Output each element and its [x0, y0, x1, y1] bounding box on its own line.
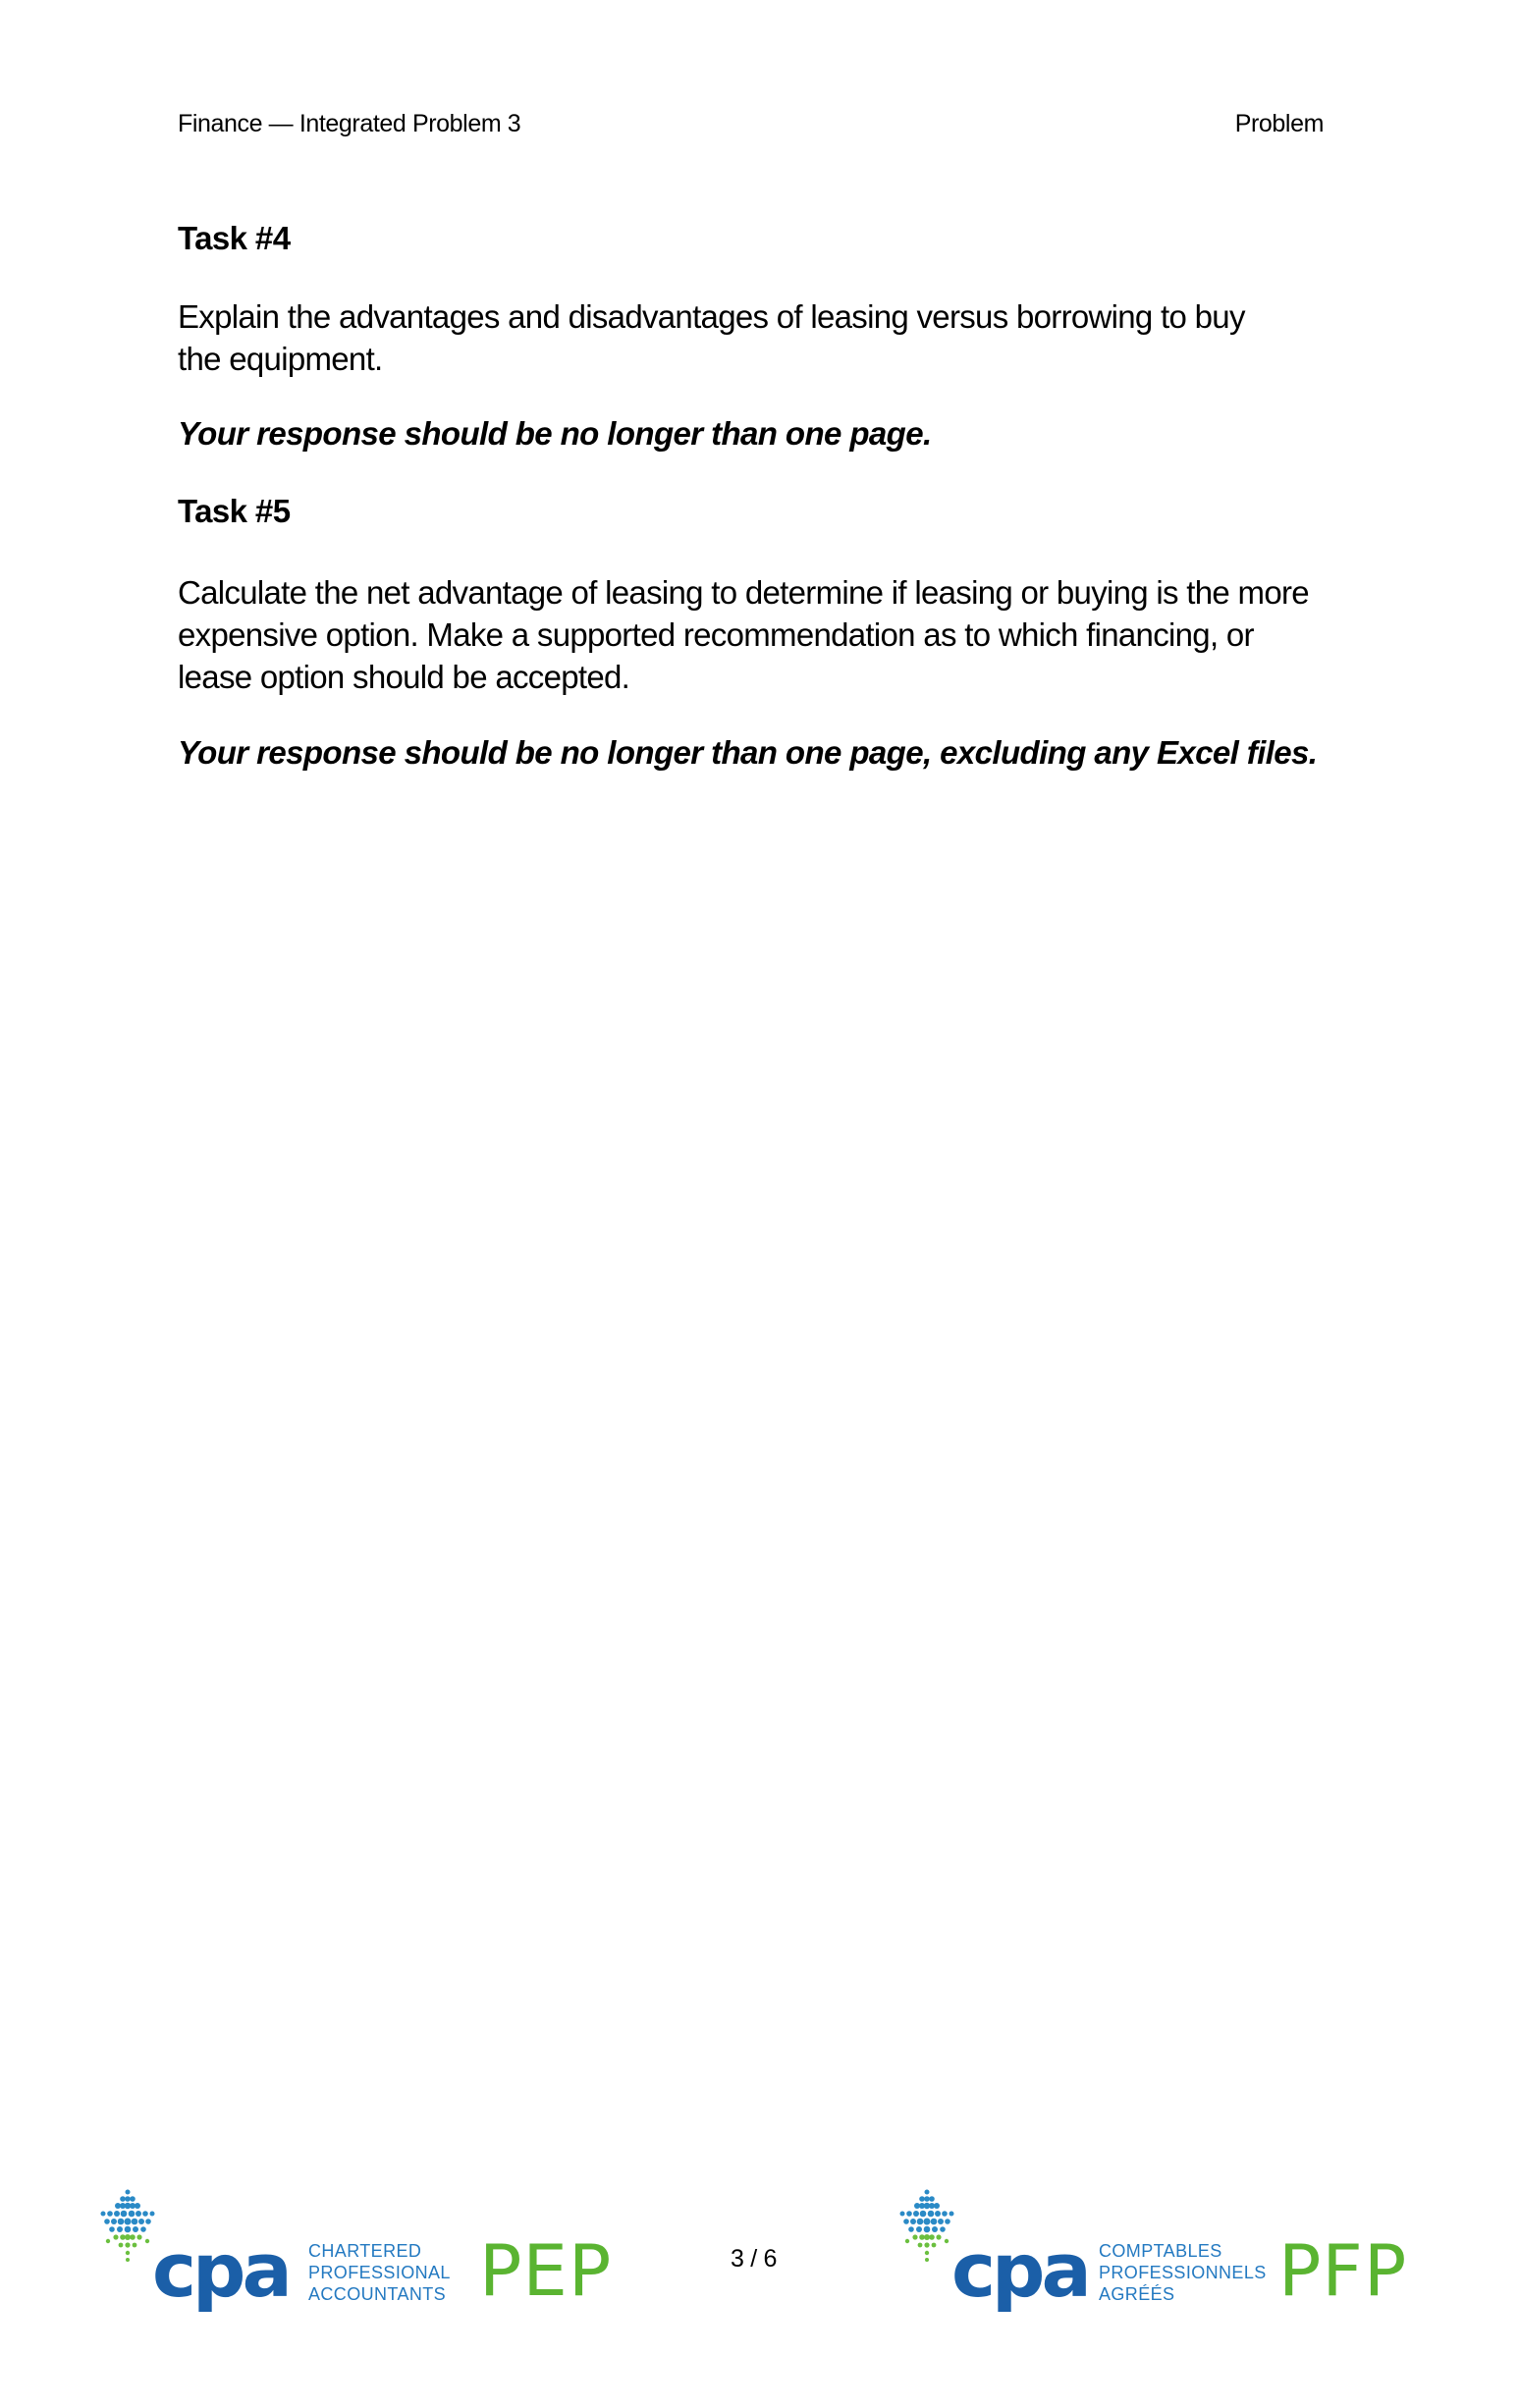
task-4-note: Your response should be no longer than one page. [178, 415, 932, 452]
running-header-section: Problem [1234, 110, 1324, 137]
logo-line: AGRÉÉS [1099, 2284, 1175, 2304]
logo-line: COMPTABLES [1099, 2241, 1222, 2261]
program-acronym-french: PFP [1278, 2229, 1408, 2312]
logo-line: PROFESSIONNELS [1099, 2263, 1267, 2282]
running-header-title: Finance — Integrated Problem 3 [178, 110, 521, 137]
page-number: 3 / 6 [731, 2245, 778, 2273]
task-5-heading: Task #5 [178, 493, 291, 529]
logo-line: ACCOUNTANTS [308, 2284, 447, 2304]
cpa-french-logo [893, 2184, 1267, 2331]
task-5-body: Calculate the net advantage of leasing to determine if leasing or buying is the more expensive option. Make a supported recommendation as to which financing, or lease option should be accepted. [178, 574, 1309, 695]
logo-line: CHARTERED [308, 2241, 422, 2261]
logo-line: PROFESSIONAL [308, 2263, 451, 2282]
cpa-wordmark: cpa [951, 2226, 1088, 2314]
task-5-note: Your response should be no longer than one page, excluding any Excel files. [178, 734, 1318, 771]
cpa-french-subtitle [1099, 2240, 1267, 2305]
cpa-english-subtitle [308, 2240, 451, 2305]
task-4-body: Explain the advantages and disadvantages of leasing versus borrowing to buy the equipment. [178, 298, 1245, 377]
program-acronym-english: PEP [479, 2229, 613, 2312]
cpa-wordmark: cpa [152, 2226, 289, 2314]
cpa-english-logo [93, 2184, 451, 2331]
task-4-heading: Task #4 [178, 220, 291, 256]
